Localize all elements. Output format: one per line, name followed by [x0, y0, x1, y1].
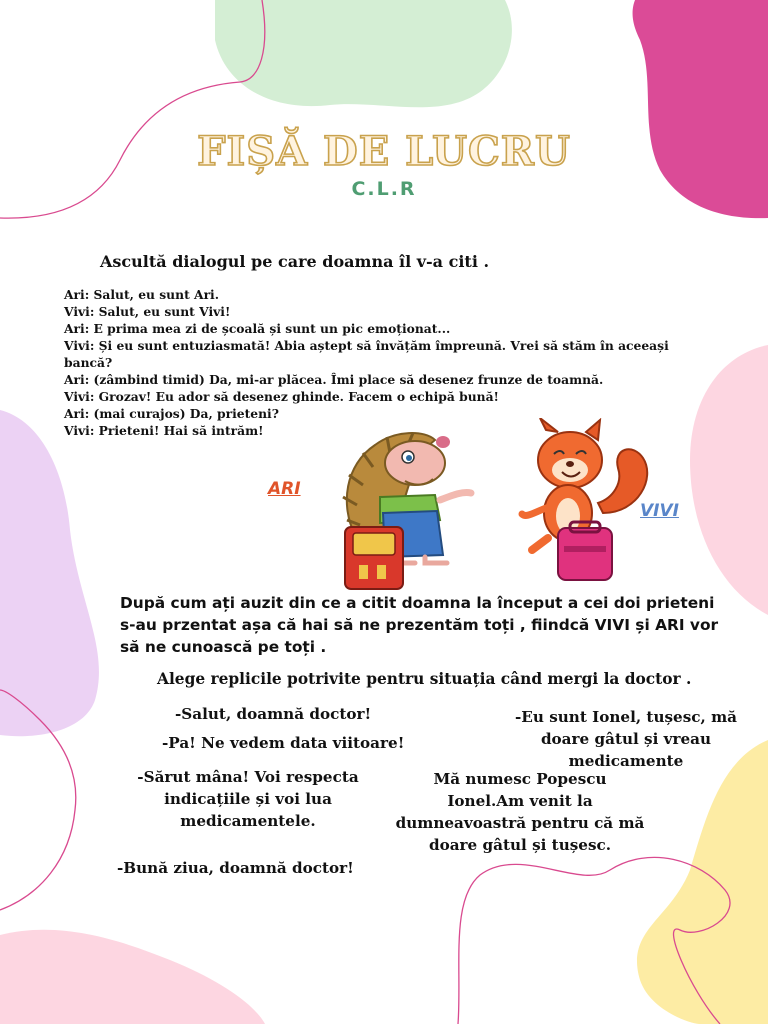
reply-option: -Eu sunt Ionel, tușesc, mă doare gâtul și vreau medicamente — [515, 708, 737, 770]
dialog-line: Ari: (zâmbind timid) Da, mi-ar plăcea. Îmi place să desenez frunze de toamnă. — [64, 372, 604, 387]
yellow-blob — [637, 740, 768, 1024]
green-blob — [215, 0, 512, 107]
reply-option: -Salut, doamnă doctor! — [175, 705, 372, 723]
lilac-blob-left — [0, 410, 99, 736]
instruction-text: Ascultă dialogul pe care doamna îl v-a citi . — [100, 252, 490, 271]
dialog-line: Ari: (mai curajos) Da, prieteni? — [64, 406, 279, 421]
dialog-line: Vivi: Prieteni! Hai să intrăm! — [64, 423, 264, 438]
pink-blob-bottom — [0, 930, 265, 1024]
reply-option: -Pa! Ne vedem data viitoare! — [162, 734, 405, 752]
dialog-line: Ari: Salut, eu sunt Ari. — [64, 287, 219, 302]
vivi-label: VIVI — [640, 501, 679, 521]
intro-paragraph: După cum ați auzit din ce a citit doamna la început a cei doi prieteni s-au przentat așa că hai să ne prezentăm toți , fiindcă VIVI și ARI vor să ne cunoască pe toți . — [120, 594, 719, 656]
ari-label: ARI — [268, 479, 301, 499]
dialog-line: Ari: E prima mea zi de școală și sunt un pic emoționat... — [64, 321, 451, 336]
page-title: FIȘĂ DE LUCRU — [197, 128, 571, 175]
reply-option: -Bună ziua, doamnă doctor! — [117, 859, 354, 877]
dialog-block — [64, 286, 714, 439]
page-subtitle: C.L.R — [351, 178, 417, 200]
task-instruction: Alege replicile potrivite pentru situația când mergi la doctor . — [157, 670, 692, 688]
reply-option: -Sărut mâna! Voi respecta indicațiile și voi lua medicamentele. — [137, 768, 359, 830]
reply-option: Mă numesc Popescu Ionel.Am venit la dumneavoastră pentru că mă doare gâtul și tușesc. — [395, 770, 645, 854]
dialog-line: Vivi: Salut, eu sunt Vivi! — [64, 304, 231, 319]
hedgehog-illustration — [335, 425, 480, 595]
dialog-line: Vivi: Grozav! Eu ador să desenez ghinde. Facem o echipă bună! — [64, 389, 499, 404]
squirrel-illustration — [518, 418, 658, 586]
dialog-line: Vivi: Și eu sunt entuziasmată! Abia aștept să învățăm împreună. Vrei să stăm în aceeași bancă? — [64, 338, 669, 370]
